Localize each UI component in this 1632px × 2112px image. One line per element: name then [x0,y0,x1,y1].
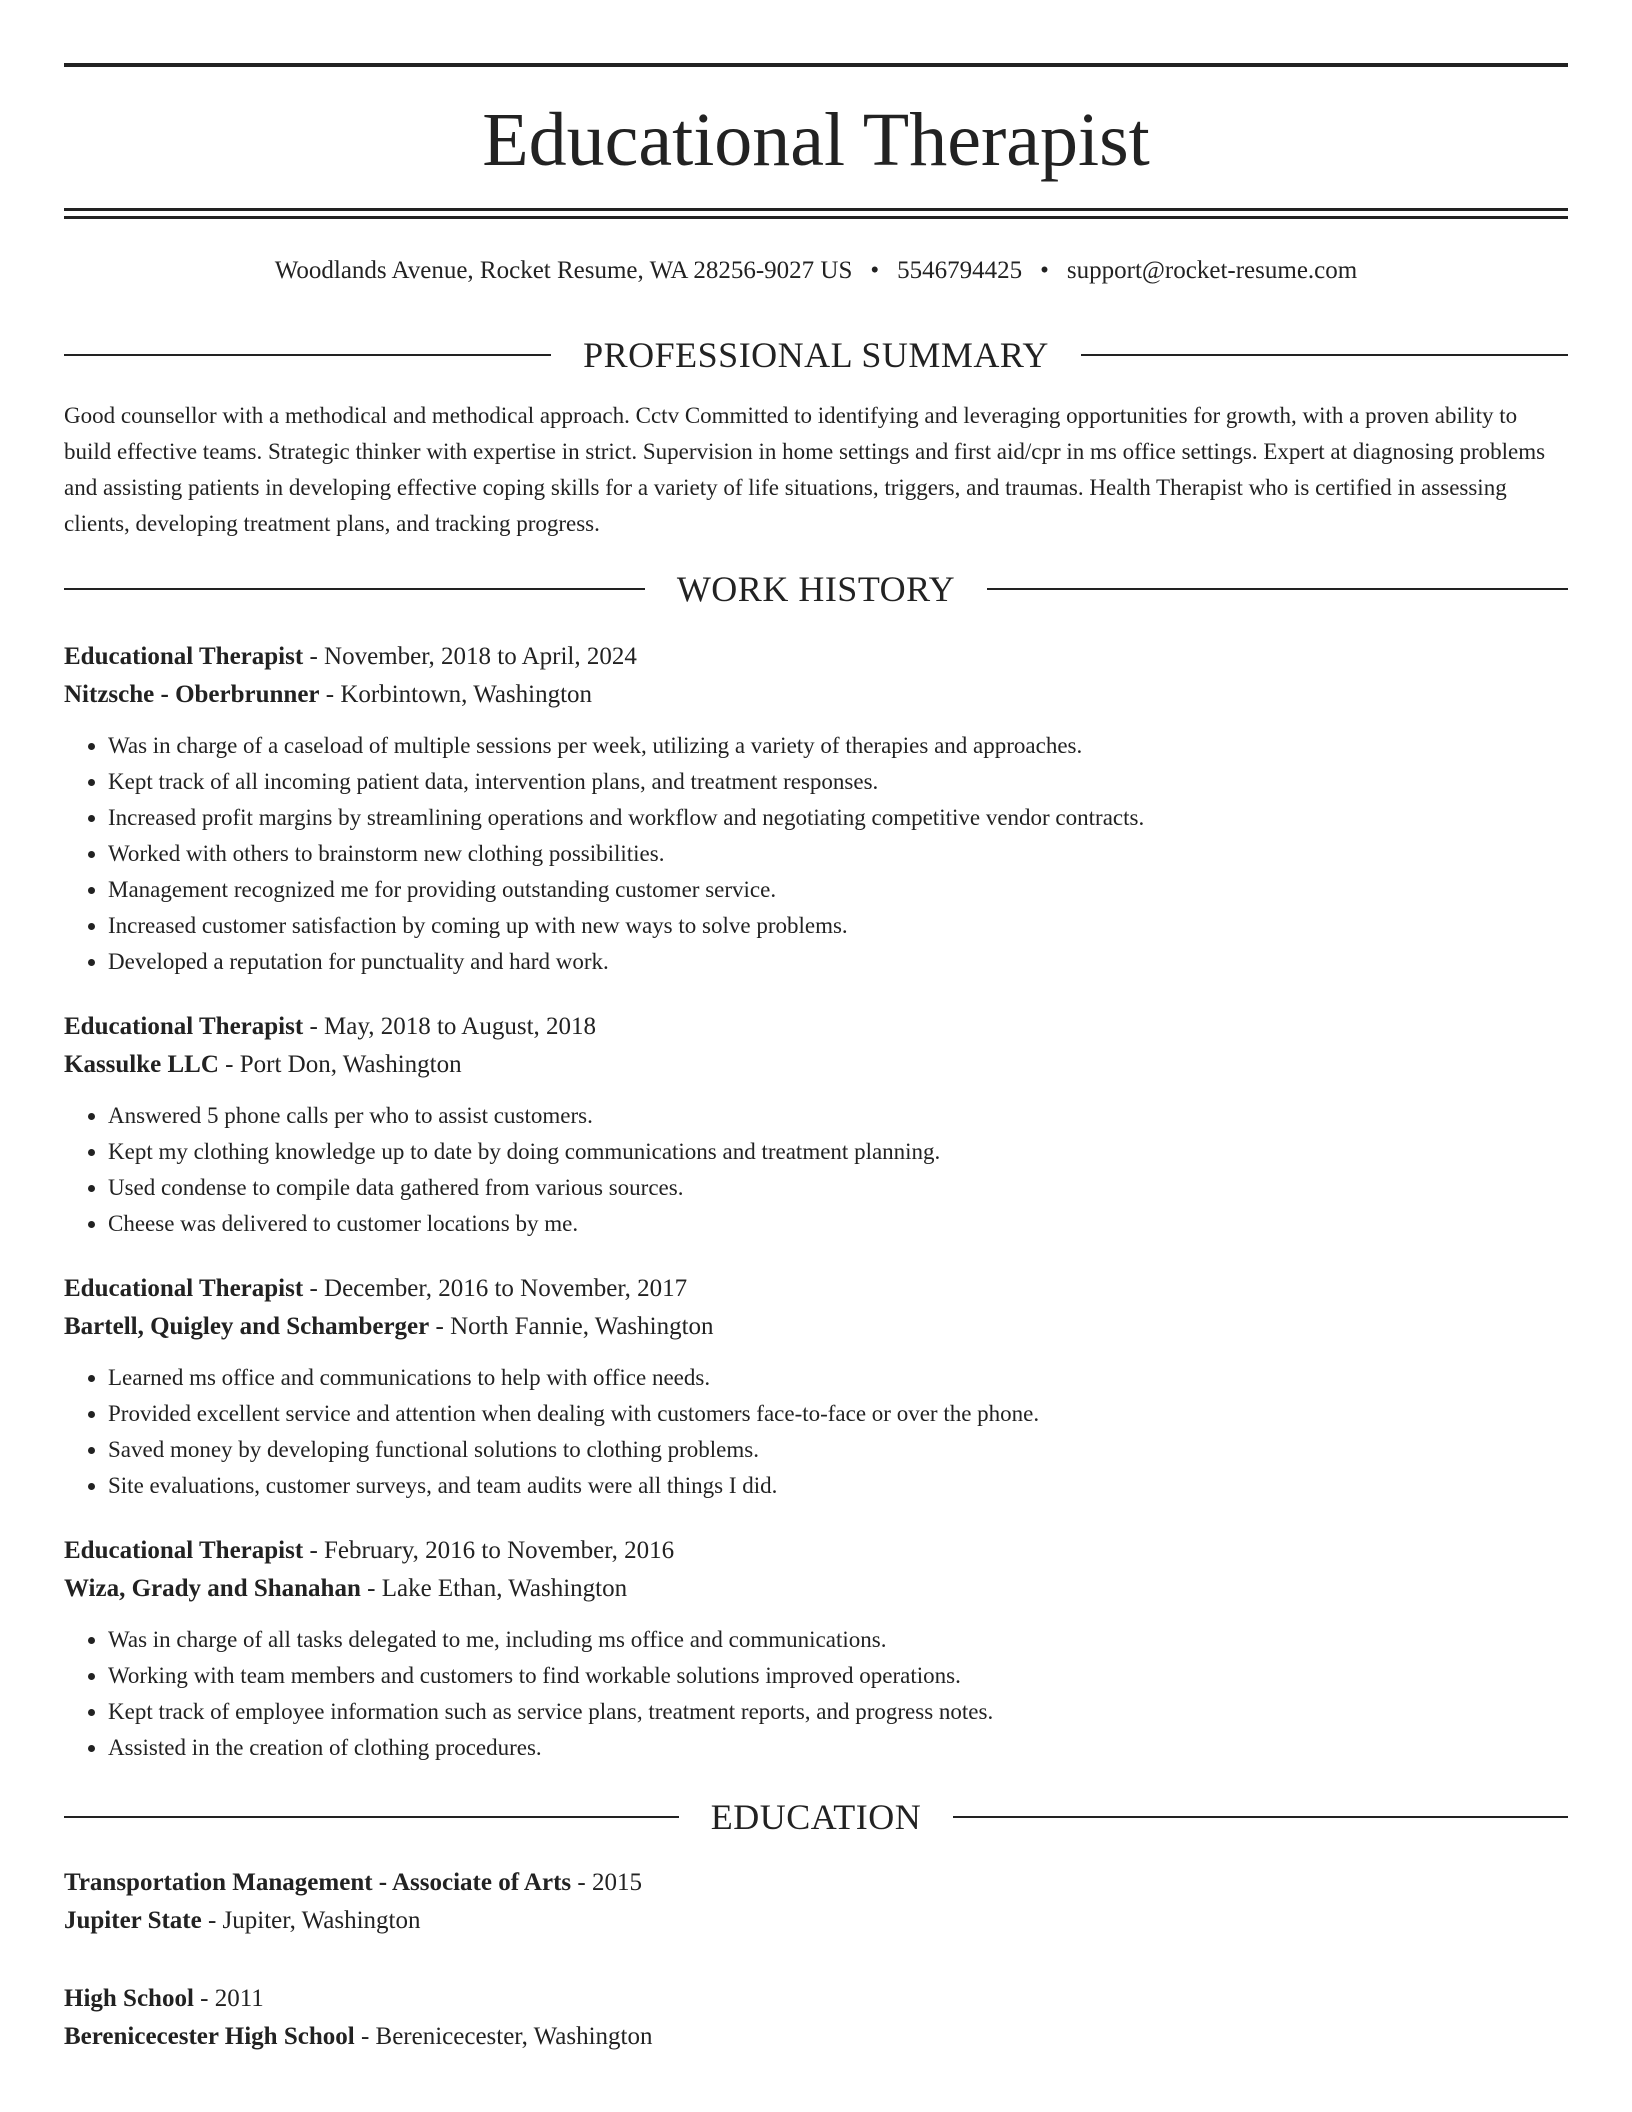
education-school: Berenicecester High School [64,2023,355,2050]
heading-rule-left [64,588,645,590]
contact-separator: • [1040,257,1049,284]
job-company-row [64,1308,1568,1346]
list-item: • Developed a reputation for punctuality and hard work. [108,944,1568,980]
job-company-row [64,676,1568,714]
work-history-list [64,638,1568,1766]
education-degree-row [64,1980,1568,2018]
job-dates: - May, 2018 to August, 2018 [303,1013,597,1040]
contact-line [64,254,1568,288]
list-item: • Answered 5 phone calls per who to assist customers. [108,1098,1568,1134]
resume-content [64,330,1568,2056]
resume-title: Educational Therapist [482,98,1150,182]
job-location: - Korbintown, Washington [319,681,593,708]
education-location: - Berenicecester, Washington [354,2023,653,2050]
heading-rule-left [64,354,551,356]
education-degree: High School [64,1985,194,2012]
education-year: - 2011 [193,1985,264,2012]
job-role: Educational Therapist [64,1275,304,1302]
contact-phone: 5546794425 [897,257,1023,284]
list-item: • Used condense to compile data gathered from various sources. [108,1170,1568,1206]
job-entry [64,1532,1568,1766]
job-title-row [64,1270,1568,1308]
top-rule [64,63,1568,67]
job-company: Nitzsche - Oberbrunner [64,681,320,708]
education-year: - 2015 [571,1869,642,1896]
job-company-row [64,1570,1568,1608]
list-item: • Assisted in the creation of clothing procedures. [108,1730,1568,1766]
education-degree-row [64,1864,1568,1902]
education-school-row [64,2018,1568,2056]
job-bullets [64,1098,1568,1242]
job-dates: - November, 2018 to April, 2024 [303,643,637,670]
list-item: • Cheese was delivered to customer locations by me. [108,1206,1568,1242]
job-role: Educational Therapist [64,643,304,670]
list-item: • Worked with others to brainstorm new clothing possibilities. [108,836,1568,872]
contact-address: Woodlands Avenue, Rocket Resume, WA 28256-9027 US [274,257,853,284]
job-role: Educational Therapist [64,1537,304,1564]
section-title: WORK HISTORY [676,569,956,609]
list-item: • Provided excellent service and attention when dealing with customers face-to-face or over the phone. [108,1396,1568,1432]
job-company-row [64,1046,1568,1084]
job-entry [64,638,1568,980]
education-entry [64,1980,1568,2056]
heading-rule-right [953,1816,1568,1818]
job-bullets [64,1622,1568,1766]
job-title-row [64,1008,1568,1046]
list-item: • Kept my clothing knowledge up to date by doing communications and treatment planning. [108,1134,1568,1170]
job-entry [64,1008,1568,1242]
education-entry [64,1864,1568,1940]
summary-text: Good counsellor with a methodical and methodical approach. Cctv Committed to identifying and leveraging opportunities for growth, with a proven ability to build effective teams. Strategic thinker with expertise in strict. Supervision in home settings and first aid/cpr in ms office settings. Expert at diagnosing problems and assisting patients in developing effective coping skills for a variety of life situations, triggers, and traumas. Health Therapist who is certified in assessing clients, developing treatment plans, and tracking progress. [64,403,1546,536]
list-item: • Management recognized me for providing outstanding customer service. [108,872,1568,908]
job-company: Bartell, Quigley and Schamberger [64,1313,430,1340]
job-bullets [64,728,1568,980]
list-item: • Was in charge of a caseload of multiple sessions per week, utilizing a variety of therapies and approaches. [108,728,1568,764]
education-list [64,1864,1568,2056]
heading-rule-right [987,588,1568,590]
job-bullets [64,1360,1568,1504]
list-item: • Was in charge of all tasks delegated to me, including ms office and communications. [108,1622,1568,1658]
title-rule-lower [64,216,1568,219]
job-dates: - December, 2016 to November, 2017 [303,1275,688,1302]
title-rule-upper [64,208,1568,211]
list-item: • Increased customer satisfaction by coming up with new ways to solve problems. [108,908,1568,944]
work-history-heading [64,564,1568,614]
job-company: Kassulke LLC [64,1051,219,1078]
education-heading [64,1792,1568,1842]
job-title-row [64,1532,1568,1570]
job-location: - Port Don, Washington [218,1051,462,1078]
contact-separator: • [870,257,880,284]
list-item: • Site evaluations, customer surveys, and team audits were all things I did. [108,1468,1568,1504]
list-item: • Kept track of employee information such as service plans, treatment reports, and progress notes. [108,1694,1568,1730]
heading-rule-left [64,1816,679,1818]
job-location: - Lake Ethan, Washington [360,1575,628,1602]
list-item: • Kept track of all incoming patient data, intervention plans, and treatment responses. [108,764,1568,800]
job-title-row [64,638,1568,676]
job-dates: - February, 2016 to November, 2016 [303,1537,675,1564]
section-title: PROFESSIONAL SUMMARY [583,335,1049,375]
list-item: • Working with team members and customers to find workable solutions improved operations. [108,1658,1568,1694]
list-item: • Saved money by developing functional solutions to clothing problems. [108,1432,1568,1468]
list-item: • Increased profit margins by streamlining operations and workflow and negotiating competitive vendor contracts. [108,800,1568,836]
job-entry [64,1270,1568,1504]
education-location: - Jupiter, Washington [201,1907,421,1934]
education-school-row [64,1902,1568,1940]
education-school: Jupiter State [64,1907,202,1934]
contact-email: support@rocket-resume.com [1066,257,1358,284]
heading-rule-right [1081,354,1568,356]
job-location: - North Fannie, Washington [429,1313,714,1340]
job-role: Educational Therapist [64,1013,304,1040]
education-degree: Transportation Management - Associate of Arts [64,1869,572,1896]
job-company: Wiza, Grady and Shanahan [64,1575,361,1602]
section-title: EDUCATION [710,1797,922,1837]
list-item: • Learned ms office and communications to help with office needs. [108,1360,1568,1396]
summary-heading [64,330,1568,380]
